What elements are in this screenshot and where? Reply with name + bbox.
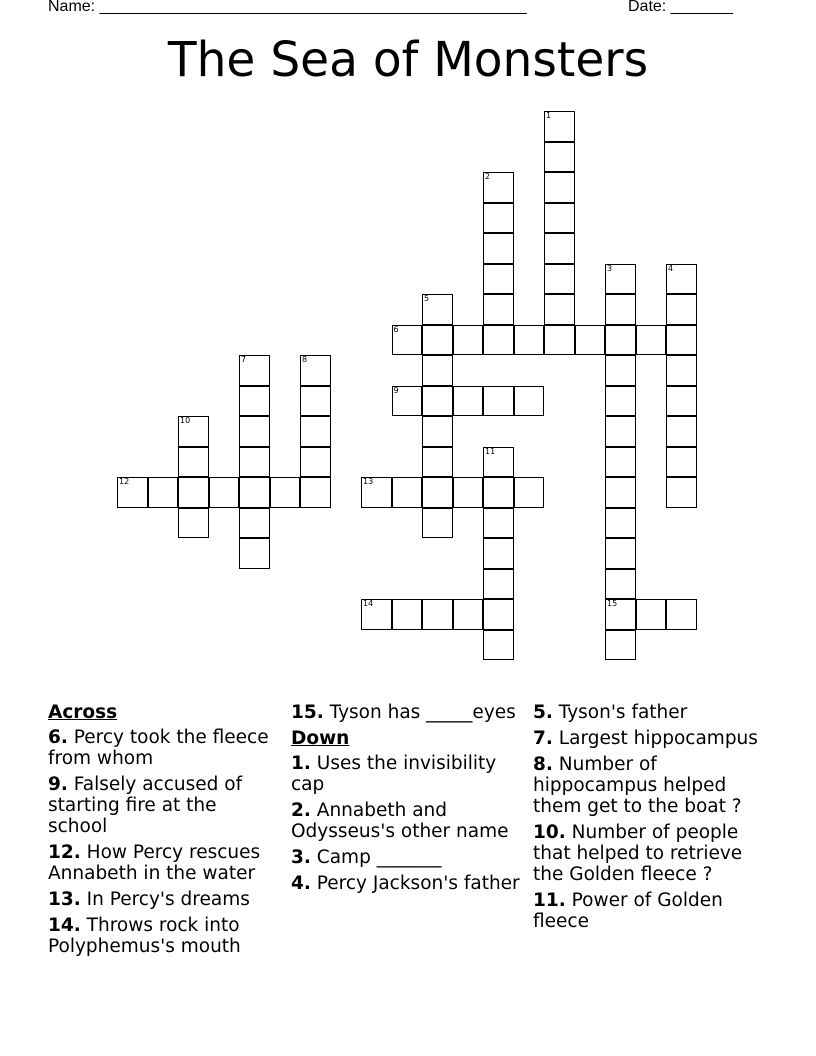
- grid-cell[interactable]: [270, 477, 301, 508]
- grid-cell[interactable]: [605, 538, 636, 569]
- date-field[interactable]: Date: _______: [628, 0, 733, 15]
- clue-down-10: [533, 822, 773, 885]
- grid-cell[interactable]: [605, 447, 636, 478]
- grid-cell[interactable]: [422, 386, 453, 417]
- grid-cell[interactable]: [178, 477, 209, 508]
- clue-number: 8.: [533, 754, 553, 775]
- grid-cell[interactable]: [483, 508, 514, 539]
- grid-cell[interactable]: [544, 233, 575, 264]
- grid-cell[interactable]: [422, 447, 453, 478]
- grid-cell[interactable]: [483, 203, 514, 234]
- clue-number: 9.: [48, 774, 68, 795]
- clue-across-12: [48, 842, 280, 884]
- cell-number: 12: [119, 477, 130, 486]
- grid-cell[interactable]: [666, 447, 697, 478]
- cell-number: 4: [668, 263, 674, 273]
- grid-cell[interactable]: [605, 477, 636, 508]
- grid-cell[interactable]: [239, 355, 270, 386]
- grid-cell[interactable]: [544, 325, 575, 356]
- grid-cell[interactable]: [453, 386, 484, 417]
- grid-cell[interactable]: [605, 569, 636, 600]
- clue-number: 10.: [533, 822, 566, 843]
- grid-cell[interactable]: [148, 477, 179, 508]
- clue-text: Number of people that helped to retrieve the Golden fleece ?: [533, 822, 743, 885]
- clue-number: 3.: [291, 847, 311, 868]
- clue-across-6: [48, 727, 280, 769]
- grid-cell[interactable]: [422, 477, 453, 508]
- grid-cell[interactable]: [300, 355, 331, 386]
- grid-cell[interactable]: [117, 477, 148, 508]
- grid-cell[interactable]: [392, 386, 423, 417]
- grid-cell[interactable]: [239, 447, 270, 478]
- clue-number: 4.: [291, 873, 311, 894]
- grid-cell[interactable]: [239, 386, 270, 417]
- grid-cell[interactable]: [514, 325, 545, 356]
- grid-cell[interactable]: [636, 599, 667, 630]
- grid-cell[interactable]: [300, 477, 331, 508]
- clue-text: Percy took the fleece from whom: [48, 727, 269, 769]
- grid-cell[interactable]: [666, 355, 697, 386]
- grid-cell[interactable]: [514, 386, 545, 417]
- grid-cell[interactable]: [422, 355, 453, 386]
- grid-cell[interactable]: [300, 386, 331, 417]
- clue-down-7: [533, 728, 773, 749]
- grid-cell[interactable]: [483, 447, 514, 478]
- cell-number: 9: [393, 385, 399, 395]
- cell-number: 1: [546, 111, 552, 120]
- grid-cell[interactable]: [636, 325, 667, 356]
- cell-number: 15: [607, 599, 618, 608]
- grid-cell[interactable]: [392, 477, 423, 508]
- grid-cell[interactable]: [209, 477, 240, 508]
- grid-cell[interactable]: [361, 599, 392, 630]
- clues-column-2: [291, 702, 526, 899]
- clue-number: 11.: [533, 890, 566, 911]
- grid-cell[interactable]: [605, 386, 636, 417]
- clue-text: Number of hippocampus helped them get to the boat ?: [533, 754, 742, 817]
- grid-cell[interactable]: [178, 447, 209, 478]
- clue-across-15: [291, 702, 526, 723]
- grid-cell[interactable]: [453, 325, 484, 356]
- grid-cell[interactable]: [666, 386, 697, 417]
- grid-cell[interactable]: [483, 294, 514, 325]
- grid-cell[interactable]: [239, 477, 270, 508]
- grid-cell[interactable]: [483, 538, 514, 569]
- cell-number: 5: [424, 294, 430, 303]
- grid-cell[interactable]: [666, 294, 697, 325]
- clue-number: 1.: [291, 753, 311, 774]
- grid-cell[interactable]: [605, 630, 636, 661]
- grid-cell[interactable]: [239, 508, 270, 539]
- clues-column-1: [48, 702, 280, 962]
- grid-cell[interactable]: [544, 264, 575, 295]
- clue-down-4: [291, 873, 526, 894]
- across-heading: Across: [48, 702, 118, 723]
- cell-number: 13: [363, 477, 374, 486]
- clues-column-3: [533, 702, 773, 937]
- cell-number: 14: [363, 599, 374, 608]
- cell-number: 3: [607, 263, 613, 273]
- grid-cell[interactable]: [422, 325, 453, 356]
- clue-across-13: [48, 889, 280, 910]
- grid-cell[interactable]: [300, 416, 331, 447]
- grid-cell[interactable]: [575, 325, 606, 356]
- clue-number: 7.: [533, 728, 553, 749]
- clue-text: Tyson's father: [558, 702, 688, 723]
- grid-cell[interactable]: [483, 233, 514, 264]
- clue-across-14: [48, 915, 280, 957]
- clue-text: Tyson has _____eyes: [329, 702, 516, 723]
- grid-cell[interactable]: [666, 264, 697, 295]
- grid-cell[interactable]: [514, 477, 545, 508]
- grid-cell[interactable]: [392, 599, 423, 630]
- clue-down-2: [291, 800, 526, 842]
- cell-number: 10: [180, 416, 191, 425]
- grid-cell[interactable]: [483, 264, 514, 295]
- grid-cell[interactable]: [422, 508, 453, 539]
- clue-text: Largest hippocampus: [558, 728, 758, 749]
- grid-cell[interactable]: [483, 477, 514, 508]
- grid-cell[interactable]: [666, 599, 697, 630]
- clue-number: 12.: [48, 842, 81, 863]
- grid-cell[interactable]: [544, 172, 575, 203]
- clue-number: 2.: [291, 800, 311, 821]
- clue-down-11: [533, 890, 773, 932]
- grid-cell[interactable]: [483, 599, 514, 630]
- grid-cell[interactable]: [544, 294, 575, 325]
- down-heading: Down: [291, 728, 350, 749]
- grid-cell[interactable]: [666, 325, 697, 356]
- clue-number: 5.: [533, 702, 553, 723]
- grid-cell[interactable]: [483, 172, 514, 203]
- page-title: The Sea of Monsters: [167, 32, 649, 88]
- grid-cell[interactable]: [361, 477, 392, 508]
- grid-cell[interactable]: [422, 294, 453, 325]
- grid-cell[interactable]: [666, 416, 697, 447]
- grid-cell[interactable]: [483, 630, 514, 661]
- grid-cell[interactable]: [483, 325, 514, 356]
- cell-number: 8: [302, 355, 308, 364]
- clue-down-1: [291, 753, 526, 795]
- grid-cell[interactable]: [605, 416, 636, 447]
- clue-text: How Percy rescues Annabeth in the water: [48, 842, 261, 884]
- grid-cell[interactable]: [422, 416, 453, 447]
- cell-number: 7: [241, 355, 247, 364]
- clue-text: Falsely accused of starting fire at the school: [48, 774, 243, 837]
- clue-down-8: [533, 754, 773, 817]
- grid-cell[interactable]: [392, 325, 423, 356]
- cell-number: 11: [485, 446, 496, 456]
- grid-cell[interactable]: [422, 599, 453, 630]
- clue-text: Camp _______: [316, 847, 442, 868]
- grid-cell[interactable]: [483, 386, 514, 417]
- cell-number: 6: [393, 324, 399, 334]
- clue-number: 6.: [48, 727, 68, 748]
- grid-cell[interactable]: [178, 416, 209, 447]
- grid-cell[interactable]: [605, 599, 636, 630]
- grid-cell[interactable]: [605, 355, 636, 386]
- grid-cell[interactable]: [605, 264, 636, 295]
- clue-text: Power of Golden fleece: [533, 890, 723, 932]
- clue-text: Uses the invisibility cap: [291, 753, 497, 795]
- grid-cell[interactable]: [666, 477, 697, 508]
- clue-down-5: [533, 702, 773, 723]
- clue-text: Throws rock into Polyphemus's mouth: [48, 915, 241, 957]
- clue-text: In Percy's dreams: [86, 889, 250, 910]
- clue-across-9: [48, 774, 280, 837]
- grid-cell[interactable]: [544, 203, 575, 234]
- name-field[interactable]: Name: ________________________________________________: [48, 0, 527, 15]
- clue-text: Annabeth and Odysseus's other name: [291, 800, 509, 842]
- grid-cell[interactable]: [300, 447, 331, 478]
- grid-cell[interactable]: [453, 477, 484, 508]
- grid-cell[interactable]: [605, 325, 636, 356]
- grid-cell[interactable]: [544, 142, 575, 173]
- grid-cell[interactable]: [605, 508, 636, 539]
- grid-cell[interactable]: [178, 508, 209, 539]
- grid-cell[interactable]: [483, 569, 514, 600]
- grid-cell[interactable]: [605, 294, 636, 325]
- grid-cell[interactable]: [544, 111, 575, 142]
- cell-number: 2: [485, 172, 491, 181]
- grid-cell[interactable]: [453, 599, 484, 630]
- clue-down-3: [291, 847, 526, 868]
- grid-cell[interactable]: [239, 416, 270, 447]
- clue-number: 13.: [48, 889, 81, 910]
- grid-cell[interactable]: [239, 538, 270, 569]
- clue-text: Percy Jackson's father: [316, 873, 520, 894]
- clue-number: 15.: [291, 702, 324, 723]
- clue-number: 14.: [48, 915, 81, 936]
